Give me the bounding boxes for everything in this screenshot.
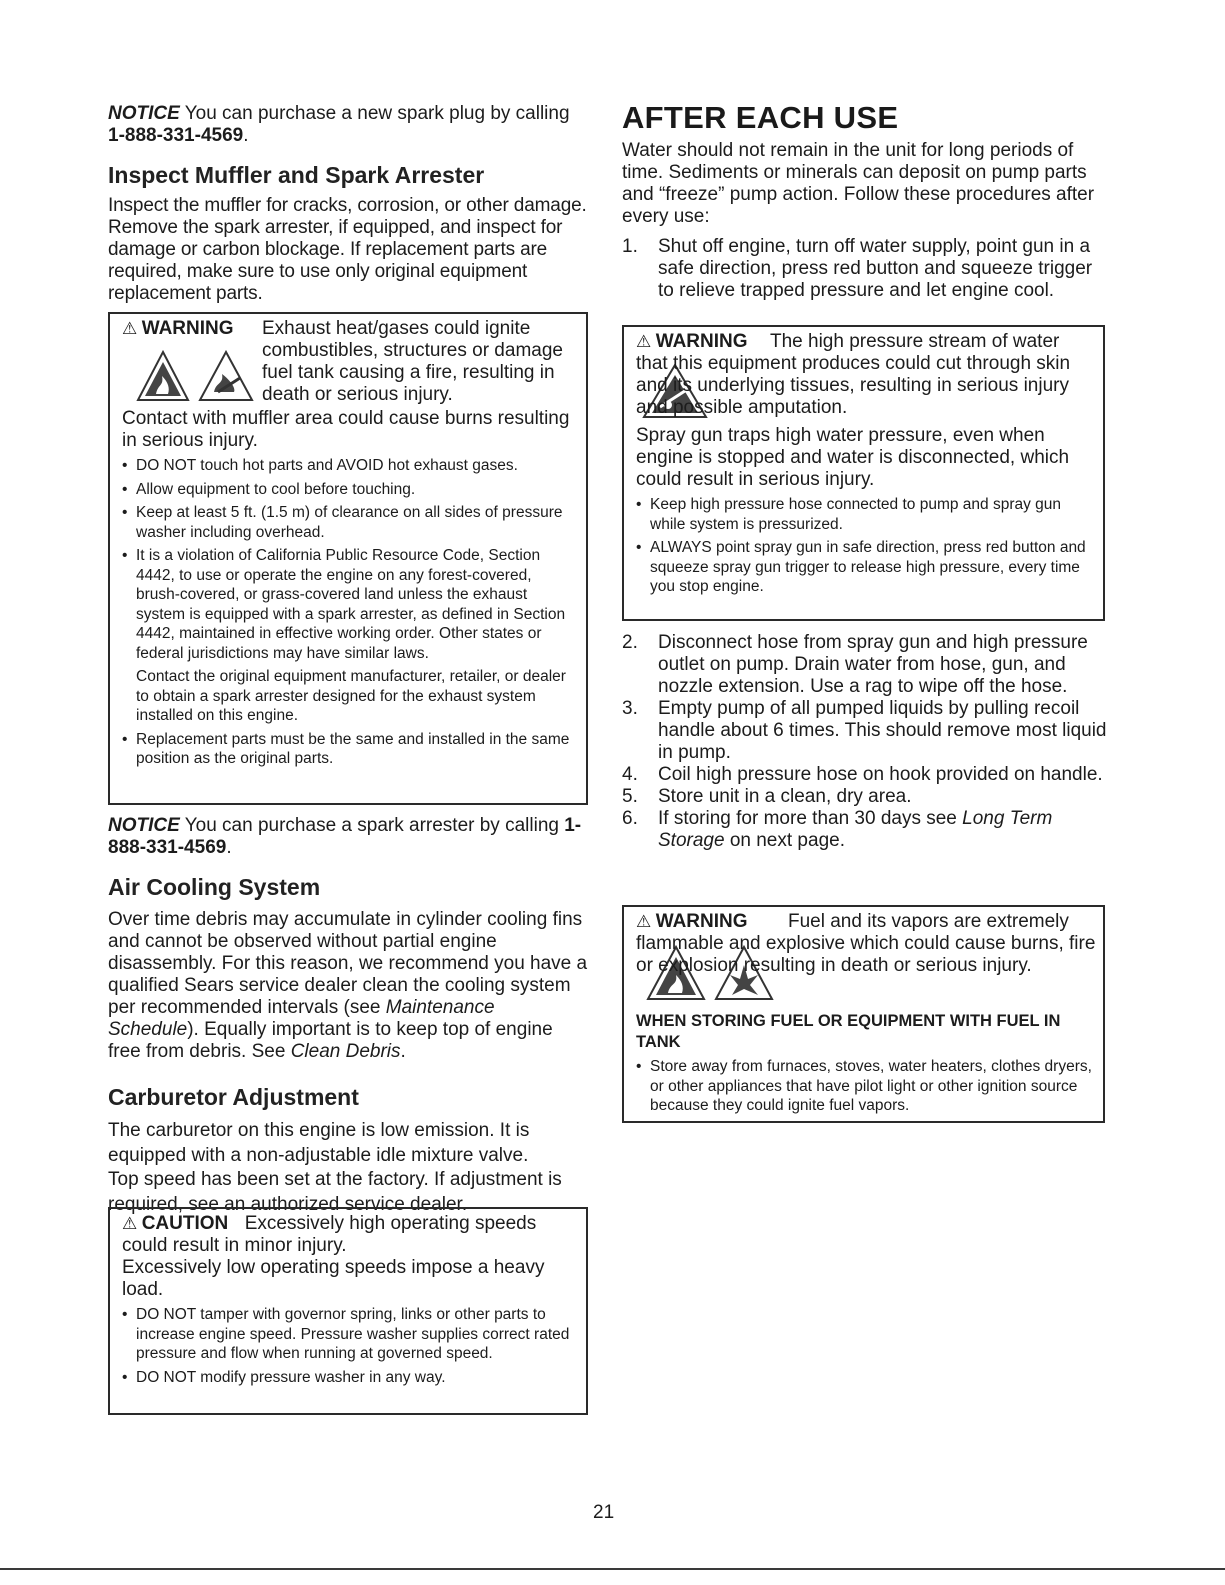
fire-hazard-icon (136, 348, 256, 404)
alert-triangle-icon: ⚠ (636, 332, 652, 351)
muffler-body: Inspect the muffler for cracks, corrosion, or other damage. Remove the spark arrester, if equipped, and inspect for damage or carbon blockage. If replacement parts are required, make sure to use only original equipment replacement parts. (108, 195, 587, 304)
list-item: • ALWAYS point spray gun in safe direction, press red button and squeeze spray gun trigger to release high pressure, every time you stop engine. (636, 538, 1093, 597)
heading-inspect-muffler: Inspect Muffler and Spark Arrester (108, 162, 485, 188)
alert-triangle-icon: ⚠ (122, 319, 138, 338)
air-cooling-body: Over time debris may accumulate in cylinder cooling fins and cannot be observed without partial engine disassembly. For this reason, we recommend you have a qualified Sears service dealer clean the cooling system per recommended intervals (see Maintenance Schedule). Equally important is to keep top of engine free from debris. See Clean Debris. (108, 909, 588, 1062)
steps-list-first (622, 236, 1107, 302)
list-item: 3. Empty pump of all pumped liquids by pulling recoil handle about 6 times. This should remove most liquid in pump. (622, 698, 1107, 763)
caution-text: Excessively low operating speeds impose a heavy load. (122, 1257, 545, 1300)
caution-headline: Excessively high operating speeds could result in minor injury. (122, 1213, 537, 1256)
list-item: • Keep high pressure hose connected to pump and spray gun while system is pressurized. (636, 495, 1093, 534)
caution-box (108, 1207, 588, 1415)
page-number: 21 (593, 1502, 615, 1523)
hazard-icons (136, 348, 256, 409)
warning-fuel-headline: Fuel and its vapors are extremely flammable and explosive which could cause burns, fire or explosion resulting in death or serious injury. (636, 911, 1096, 976)
list-item: • DO NOT touch hot parts and AVOID hot exhaust gases. (122, 456, 576, 476)
after-use-intro: Water should not remain in the unit for long periods of time. Sediments or minerals can deposit on pump parts and “freeze” pump action. Follow these procedures after every use: (622, 140, 1095, 227)
left-column-lower (108, 815, 588, 1217)
warning-pressure-bullets (636, 495, 1093, 597)
right-column (622, 100, 1107, 302)
warning-box-high-pressure (622, 325, 1105, 621)
heading-air-cooling: Air Cooling System (108, 874, 321, 900)
heading-after-each-use: AFTER EACH USE (622, 100, 899, 135)
warning-pressure-text: Spray gun traps high water pressure, even when engine is stopped and water is disconnected, which could result in serious injury. (636, 425, 1070, 490)
left-column (108, 103, 588, 305)
warning-exhaust-text: Contact with muffler area could cause burns resulting in serious injury. (122, 408, 570, 451)
warning-fuel-bullets (636, 1057, 1093, 1116)
right-column-steps (622, 632, 1107, 852)
list-item: • It is a violation of California Public Resource Code, Section 4442, to use or operate the engine on any forest-covered, brush-covered, or grass-covered land unless the exhaust system is equipped with a spark arrester, as defined in Section 4442, maintained in effective working order. Other states or federal jurisdictions may have similar laws. Contact the original equipment manufacturer, retailer, or dealer to obtain a spark arrester designed for the exhaust system installed on this engine. (122, 546, 576, 726)
warning-signal-word: WARNING (655, 911, 748, 932)
bottom-rule (0, 1568, 1225, 1570)
warning-exhaust-headline: Exhaust heat/gases could ignite combustibles, structures or damage fuel tank causing a fire, resulting in death or serious injury. (262, 318, 563, 405)
list-item: • Keep at least 5 ft. (1.5 m) of clearance on all sides of pressure washer including overhead. (122, 503, 576, 542)
warning-box-exhaust (108, 312, 588, 805)
notice-spark-plug: NOTICE You can purchase a new spark plug by calling 1-888-331-4569. (108, 103, 570, 146)
warning-exhaust-bullets (122, 456, 576, 769)
caution-signal-word: CAUTION (141, 1213, 229, 1234)
caution-bullets (122, 1305, 576, 1387)
list-item: 2. Disconnect hose from spray gun and high pressure outlet on pump. Drain water from hose, gun, and nozzle extension. Use a rag to wipe off the hose. (622, 632, 1088, 697)
carburetor-body-2: Top speed has been set at the factory. If adjustment is required, see an authorized service dealer. (108, 1169, 562, 1215)
warning-pressure-headline: The high pressure stream of water that this equipment produces could cut through skin and its underlying tissues, resulting in serious injury and possible amputation. (636, 331, 1071, 418)
list-item: 4. Coil high pressure hose on hook provided on handle. (622, 764, 1103, 785)
list-item: 6. If storing for more than 30 days see Long Term Storage on next page. (622, 808, 1053, 851)
list-item: 5. Store unit in a clean, dry area. (622, 786, 912, 807)
alert-triangle-icon: ⚠ (122, 1214, 138, 1233)
list-item: • Replacement parts must be the same and installed in the same position as the original parts. (122, 730, 576, 769)
alert-triangle-icon: ⚠ (636, 912, 652, 931)
list-item: 1. Shut off engine, turn off water supply, point gun in a safe direction, press red button and squeeze trigger to relieve trapped pressure and let engine cool. (622, 236, 1093, 301)
warning-signal-word: WARNING (141, 318, 234, 339)
heading-carburetor: Carburetor Adjustment (108, 1084, 359, 1110)
list-item: • Store away from furnaces, stoves, water heaters, clothes dryers, or other appliances that have pilot light or other ignition source because they could ignite fuel vapors. (636, 1057, 1093, 1116)
warning-signal-word: WARNING (655, 331, 748, 352)
warning-fuel-subhead: WHEN STORING FUEL OR EQUIPMENT WITH FUEL IN TANK (636, 1012, 1061, 1051)
list-item: • Allow equipment to cool before touching. (122, 480, 576, 500)
notice-spark-arrester: NOTICE You can purchase a spark arrester by calling 1-888-331-4569. (108, 815, 582, 858)
carburetor-body-1: The carburetor on this engine is low emission. It is equipped with a non-adjustable idle mixture valve. (108, 1120, 530, 1166)
steps-list-rest (622, 632, 1107, 852)
warning-box-fuel (622, 905, 1105, 1123)
list-item: • DO NOT tamper with governor spring, links or other parts to increase engine speed. Pressure washer supplies correct rated pressure and flow when running at governed speed. (122, 1305, 576, 1364)
list-item: • DO NOT modify pressure washer in any way. (122, 1368, 576, 1388)
